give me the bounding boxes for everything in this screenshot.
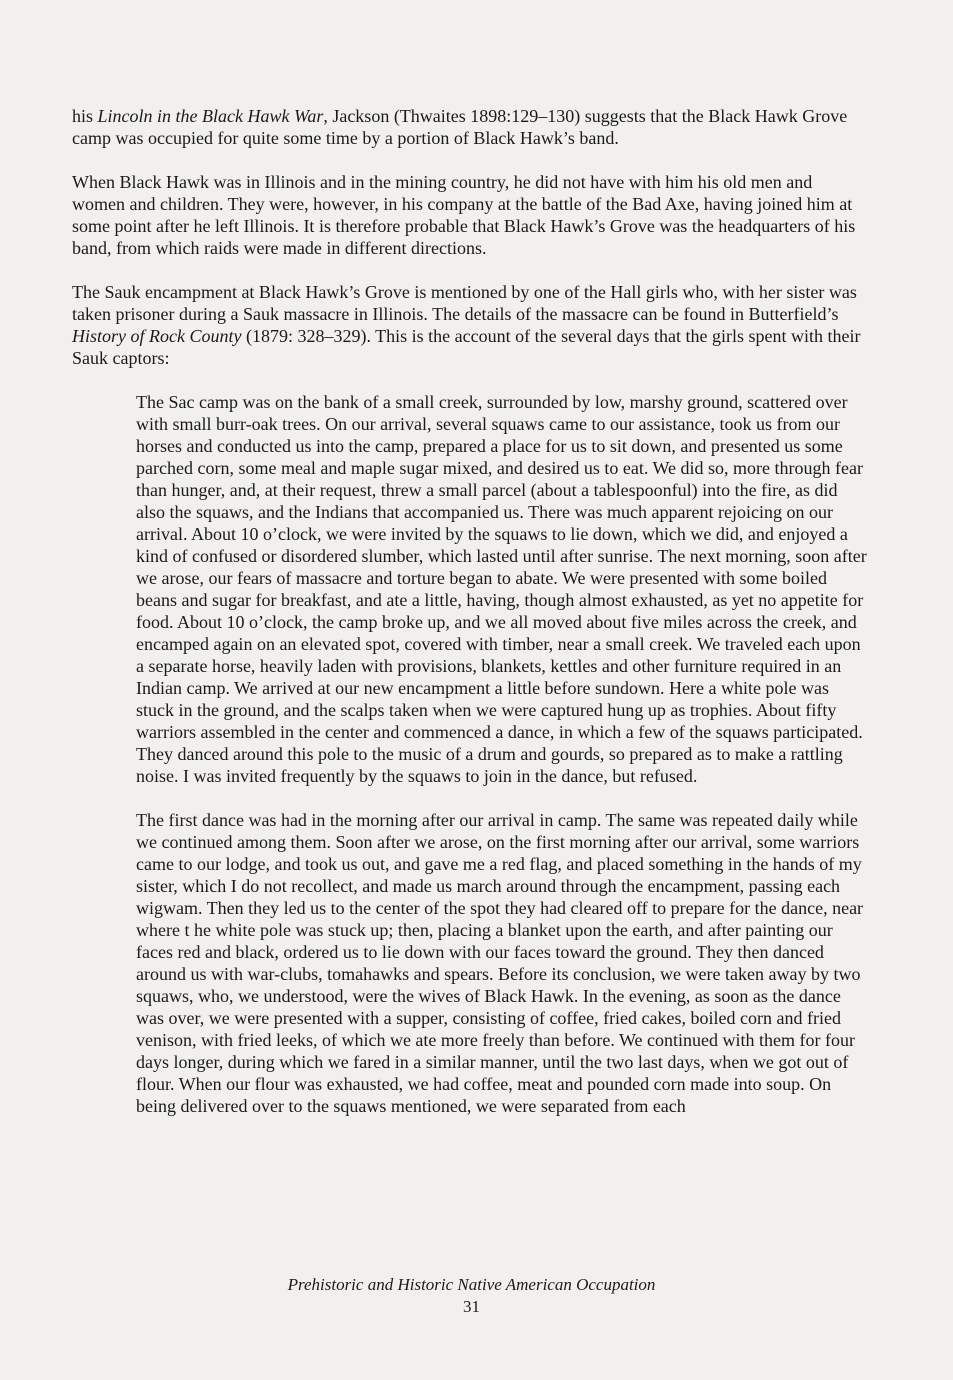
paragraph-intro — [72, 105, 862, 149]
page-footer — [0, 1274, 953, 1318]
block-quote — [136, 391, 869, 1117]
body-text — [72, 105, 867, 1139]
paragraph-sauk-text-c: (1879: 328–329). This is the account of the several days that the girls spent with their Sauk captors: — [72, 326, 861, 368]
paragraph-black-hawk-band: When Black Hawk was in Illinois and in the mining country, he did not have with him his old men and women and children. They were, however, in his company at the battle of the Bad Axe, having joined him at some point after he left Illinois. It is therefore probable that Black Hawk’s Grove was the headquarters of his band, from which raids were made in different directions. — [72, 172, 856, 258]
quote-paragraph-1: The Sac camp was on the bank of a small creek, surrounded by low, marshy ground, scattered over with small burr-oak trees. On our arrival, several squaws came to our assistance, took us from our horses and conducted us into the camp, prepared a place for us to sit down, and presented us some parched corn, some meal and maple sugar mixed, and desired us to eat. We did so, more through fear than hunger, and, at their request, threw a small parcel (about a tablespoonful) into the fire, as did also the squaws, and the Indians that accompanied us. There was much apparent rejoicing on our arrival. About 10 o’clock, we were invited by the squaws to lie down, which we did, and enjoyed a kind of confused or disordered slumber, which lasted until after sunrise. The next morning, soon after we arose, our fears of massacre and torture began to abate. We were presented with some boiled beans and sugar for breakfast, and ate a little, having, though almost exhausted, as yet no appetite for food. About 10 o’clock, the camp broke up, and we all moved about five miles across the creek, and encamped again on an elevated spot, covered with timber, near a small creek. We traveled each upon a separate horse, heavily laden with provisions, blankets, kettles and other furniture required in an Indian camp. We arrived at our new encampment a little before sundown. Here a white pole was stuck in the ground, and the scalps taken when we were captured hung up as trophies. About fifty warriors assembled in the center and commenced a dance, in which a few of the squaws participated. They danced around this pole to the music of a drum and gourds, so prepared as to make a rattling noise. I was invited frequently by the squaws to join in the dance, but refused. — [136, 392, 867, 786]
book-title-lincoln: Lincoln in the Black Hawk War — [97, 106, 324, 126]
footer-title: Prehistoric and Historic Native American Occupation — [287, 1275, 656, 1294]
paragraph-intro-text-c: , Jackson (Thwaites 1898:129–130) suggests that the Black Hawk Grove camp was occupied for quite some time by a portion of Black Hawk’s band. — [72, 106, 848, 148]
paragraph-intro-text-a: his — [72, 106, 98, 126]
quote-paragraph-2: The first dance was had in the morning after our arrival in camp. The same was repeated daily while we continued among them. Soon after we arose, on the first morning after our arrival, some warriors came to our lodge, and took us out, and gave me a red flag, and placed something in the hands of my sister, which I do not recollect, and made us march around through the encampment, passing each wigwam. Then they led us to the center of the spot they had cleared off to prepare for the dance, near where t he white pole was stuck up; then, placing a blanket upon the earth, and after painting our faces red and black, ordered us to lie down with our faces toward the ground. They then danced around us with war-clubs, tomahawks and spears. Before its conclusion, we were taken away by two squaws, who, we understood, were the wives of Black Hawk. In the evening, as soon as the dance was over, we were presented with a supper, consisting of coffee, fried cakes, boiled corn and fried venison, with fried leeks, of which we ate more freely than before. We continued with them for four days longer, during which we fared in a similar manner, until the two last days, when we got out of flour. When our flour was exhausted, we had coffee, meat and pounded corn made into soup. On being delivered over to the squaws mentioned, we were separated from each — [136, 810, 864, 1116]
paragraph-sauk-encampment — [72, 281, 862, 369]
book-title-rock-county: History of Rock County — [72, 326, 242, 346]
page-number: 31 — [463, 1297, 480, 1316]
paragraph-sauk-text-a: The Sauk encampment at Black Hawk’s Grove is mentioned by one of the Hall girls who, with her sister was taken prisoner during a Sauk massacre in Illinois. The details of the massacre can be found in Butterfield’s — [72, 282, 857, 324]
